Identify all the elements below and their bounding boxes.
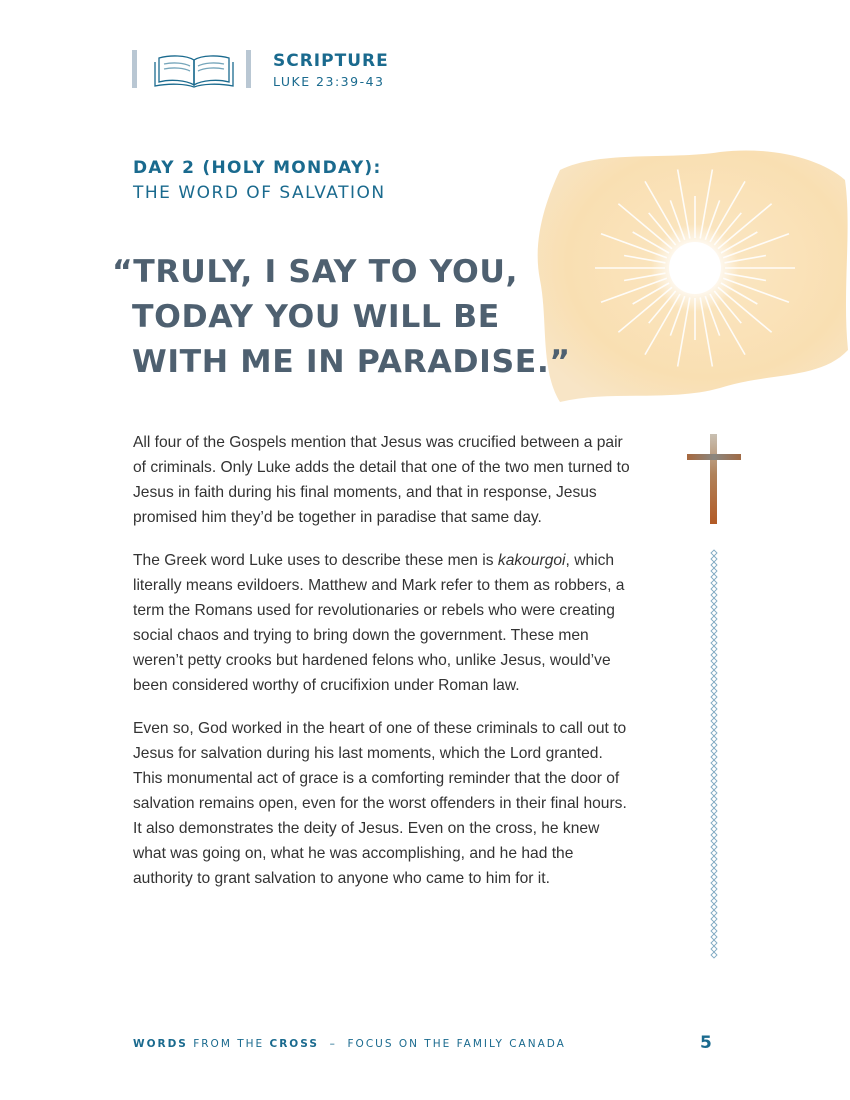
body-text — [133, 430, 633, 909]
chain-link — [711, 670, 717, 676]
quote-line-3: WITH ME IN PARADISE.” — [132, 344, 571, 380]
chain-link — [711, 910, 717, 916]
scripture-reference: LUKE 23:39-43 — [273, 74, 385, 89]
chain-link — [711, 886, 717, 892]
chain-link — [711, 688, 717, 694]
paragraph-3: Even so, God worked in the heart of one of these criminals to call out to Jesus for salvation during his last moments, which the Lord granted. This monumental act of grace is a comforting reminder that the door of salvation remains open, even for the worst offenders in their final hours. It also demonstrates the deity of Jesus. Even on the cross, he knew what was going on, what he was accomplishing, and he had the authority to grant salvation to anyone who came to him for it. — [133, 720, 627, 887]
chain-link — [711, 808, 717, 814]
footer — [133, 1038, 633, 1050]
chain-link — [711, 802, 717, 808]
chain-link — [711, 916, 717, 922]
paragraph-2-end: , which literally means evildoers. Matthew and Mark refer to them as robbers, a term the Romans used for revolutionaries or rebels who were creating social chaos and trying to bring down the government. These men weren’t petty crooks but hardened felons who, unlike Jesus, would’ve been considered worthy of crucifixion under Roman law. — [133, 552, 625, 694]
chain-link — [711, 646, 717, 652]
chain-link — [711, 580, 717, 586]
chain-link — [711, 952, 717, 958]
chain-link — [711, 922, 717, 928]
chain-link — [711, 568, 717, 574]
chain-link — [711, 598, 717, 604]
chain-link — [711, 790, 717, 796]
chain-link — [711, 898, 717, 904]
chain-link — [711, 850, 717, 856]
chain-link — [711, 940, 717, 946]
chain-link — [711, 718, 717, 724]
chain-link — [711, 634, 717, 640]
pull-quote — [112, 250, 632, 385]
chain-link — [711, 652, 717, 658]
chain-link — [711, 844, 717, 850]
chain-link — [711, 826, 717, 832]
scripture-title: SCRIPTURE — [273, 51, 389, 71]
day-title: DAY 2 (HOLY MONDAY): — [133, 158, 382, 178]
chain-link — [711, 838, 717, 844]
chain-link — [711, 820, 717, 826]
footer-from-the: FROM THE — [193, 1038, 265, 1050]
chain-link — [711, 724, 717, 730]
chain-link — [711, 622, 717, 628]
footer-words: WORDS — [133, 1038, 188, 1050]
chain-link — [711, 616, 717, 622]
chain-link — [711, 742, 717, 748]
chain-link — [711, 640, 717, 646]
paragraph-2 — [133, 548, 633, 698]
chain-link — [711, 760, 717, 766]
paragraph-2-start: The Greek word Luke uses to describe these men is — [133, 552, 498, 569]
chain-link — [711, 736, 717, 742]
chain-link — [711, 706, 717, 712]
chain-link — [711, 874, 717, 880]
chain-link — [711, 904, 717, 910]
chain-link — [711, 880, 717, 886]
chain-link — [711, 946, 717, 952]
header-bar-right — [246, 50, 251, 88]
chain-link — [711, 748, 717, 754]
chain-link — [711, 766, 717, 772]
quote-line-1: “TRULY, I SAY TO YOU, — [112, 254, 519, 290]
chain-link — [711, 586, 717, 592]
chain-link — [711, 676, 717, 682]
cross-icon — [686, 432, 742, 530]
scripture-header — [132, 48, 432, 90]
chain-link — [711, 796, 717, 802]
chain-link — [711, 832, 717, 838]
chain-link — [711, 604, 717, 610]
chain-link — [711, 754, 717, 760]
chain-link — [711, 592, 717, 598]
chain-link — [711, 562, 717, 568]
day-subtitle: THE WORD OF SALVATION — [133, 183, 386, 203]
chain-link — [711, 574, 717, 580]
chain-link — [711, 856, 717, 862]
chain-link — [711, 628, 717, 634]
paragraph-1: All four of the Gospels mention that Jesus was crucified between a pair of criminals. Only Luke adds the detail that one of the two men turned to Jesus in faith during his final moments, and that in response, Jesus promised him they’d be together in paradise that same day. — [133, 434, 630, 526]
chain-link — [711, 730, 717, 736]
chain-link — [711, 784, 717, 790]
chain-link — [711, 772, 717, 778]
chain-link — [711, 610, 717, 616]
quote-line-2: TODAY YOU WILL BE — [132, 299, 500, 335]
chain-link — [711, 682, 717, 688]
open-book-icon — [150, 52, 238, 92]
chain-link — [711, 658, 717, 664]
footer-org: FOCUS ON THE FAMILY CANADA — [347, 1038, 566, 1050]
chain-link — [711, 928, 717, 934]
chain-link — [711, 712, 717, 718]
chain-link — [711, 934, 717, 940]
chain-link — [711, 556, 717, 562]
chain-link — [711, 694, 717, 700]
footer-separator: – — [329, 1038, 337, 1050]
chain-link — [711, 664, 717, 670]
chain-link — [711, 862, 717, 868]
header-bar-left — [132, 50, 137, 88]
chain-link — [711, 892, 717, 898]
chain-link — [711, 868, 717, 874]
chain-link — [711, 700, 717, 706]
chain-link — [711, 550, 717, 556]
page-number: 5 — [700, 1033, 712, 1053]
footer-cross: CROSS — [269, 1038, 319, 1050]
greek-word: kakourgoi — [497, 552, 566, 569]
chain-link — [711, 814, 717, 820]
chain-link — [711, 778, 717, 784]
chain-divider — [707, 548, 721, 966]
